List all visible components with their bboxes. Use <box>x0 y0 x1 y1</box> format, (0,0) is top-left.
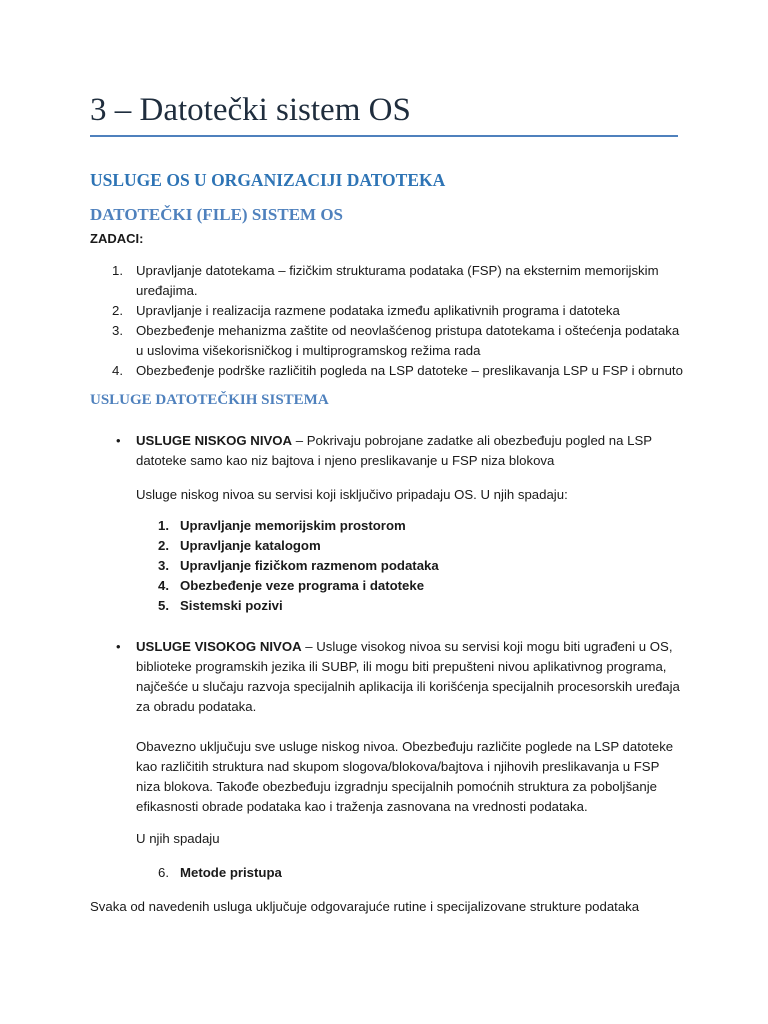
list-item-number: 1. <box>158 518 169 533</box>
list-item-number: 3. <box>112 323 123 338</box>
list-item-number: 4. <box>112 363 123 378</box>
list-item <box>136 556 439 576</box>
list-item <box>136 596 439 616</box>
list-item <box>136 536 439 556</box>
list-item <box>136 863 282 883</box>
list-item <box>90 361 690 381</box>
bullet-item <box>90 637 690 717</box>
bullet-bold-label: USLUGE NISKOG NIVOA <box>136 433 293 448</box>
list-item-text: Obezbeđenje mehanizma zaštite od neovlašćenog pristupa datotekama i oštećenja podataka u uslovima višekorisničkog i multiprogramskog režima rada <box>136 323 680 358</box>
list-item-number: 3. <box>158 558 169 573</box>
list-item-text: Upravljanje memorijskim prostorom <box>180 518 406 533</box>
title-underline <box>90 135 678 137</box>
bullet-text: – Pokrivaju pobrojane zadatke ali obezbeđuju pogled na LSP datoteke samo kao niz bajtova i njeno preslikavanje u FSP niza blokova <box>136 433 652 468</box>
list-item <box>136 516 439 536</box>
visoko-list <box>136 863 282 883</box>
list-item-text: Upravljanje datotekama – fizičkim strukturama podataka (FSP) na eksternim memorijskim uređajima. <box>136 263 659 298</box>
list-item-text: Upravljanje katalogom <box>180 538 321 553</box>
section-heading-file-sistem: DATOTEČKI (FILE) SISTEM OS <box>90 205 344 224</box>
list-item-number: 5. <box>158 598 169 613</box>
list-item-number: 2. <box>158 538 169 553</box>
bullet-item <box>90 431 690 471</box>
list-item <box>90 301 690 321</box>
list-item-text: Upravljanje i realizacija razmene podataka između aplikativnih programa i datoteka <box>136 303 620 318</box>
obavezno-paragraph: Obavezno uključuju sve usluge niskog nivoa. Obezbeđuju različite poglede na LSP datoteke kao različitih struktura nad skupom slogova/blokova/bajtova i njihovih preslikavanja u FSP niza blokova. Takođe obezbeđuju izgradnju specijalnih pomoćnih struktura za poboljšanje efikasnosti obrade podataka kao i traženja zasnovana na vrednosti podataka. <box>136 739 674 814</box>
bullet-bold-label: USLUGE VISOKOG NIVOA <box>136 639 302 654</box>
nisko-list <box>136 516 439 616</box>
list-item-text: Metode pristupa <box>180 865 282 880</box>
bullet-icon: • <box>116 433 121 448</box>
section-heading-usluge-sistema: USLUGE DATOTEČKIH SISTEMA <box>90 392 329 408</box>
list-item <box>90 261 690 301</box>
list-item-number: 4. <box>158 578 169 593</box>
list-item-number: 2. <box>112 303 123 318</box>
unjih-paragraph: U njih spadaju <box>136 831 220 846</box>
list-item-text: Obezbeđenje podrške različitih pogleda na LSP datoteke – preslikavanja LSP u FSP i obrnuto <box>136 363 683 378</box>
bullet-usluge-visokog-nivoa <box>90 637 690 717</box>
list-item <box>90 321 690 361</box>
list-item-text: Obezbeđenje veze programa i datoteke <box>180 578 425 593</box>
list-item-number: 6. <box>158 865 169 880</box>
zadaci-list <box>90 261 690 381</box>
list-item-number: 1. <box>112 263 123 278</box>
zadaci-label: ZADACI: <box>90 231 144 246</box>
section-heading-usluge-os: USLUGE OS U ORGANIZACIJI DATOTEKA <box>90 170 446 190</box>
list-item-text: Sistemski pozivi <box>180 598 283 613</box>
bullet-icon: • <box>116 639 121 654</box>
nisko-paragraph: Usluge niskog nivoa su servisi koji isključivo pripadaju OS. U njih spadaju: <box>136 487 568 502</box>
list-item <box>136 576 439 596</box>
list-item-text: Upravljanje fizičkom razmenom podataka <box>180 558 439 573</box>
final-paragraph: Svaka od navedenih usluga uključuje odgovarajuće rutine i specijalizovane strukture podataka <box>90 899 640 914</box>
page-title: 3 – Datotečki sistem OS <box>90 92 411 128</box>
bullet-usluge-niskog-nivoa <box>90 431 690 471</box>
bullet-text: – Usluge visokog nivoa su servisi koji mogu biti ugrađeni u OS, biblioteke programskih jezika ili SUBP, ili mogu biti prepušteni nivou aplikativnog programa, najčešće u slučaju razvoja specijalnih aplikacija ili korišćenja specijalnih procesorskih uređaja za obradu podataka. <box>136 639 680 714</box>
